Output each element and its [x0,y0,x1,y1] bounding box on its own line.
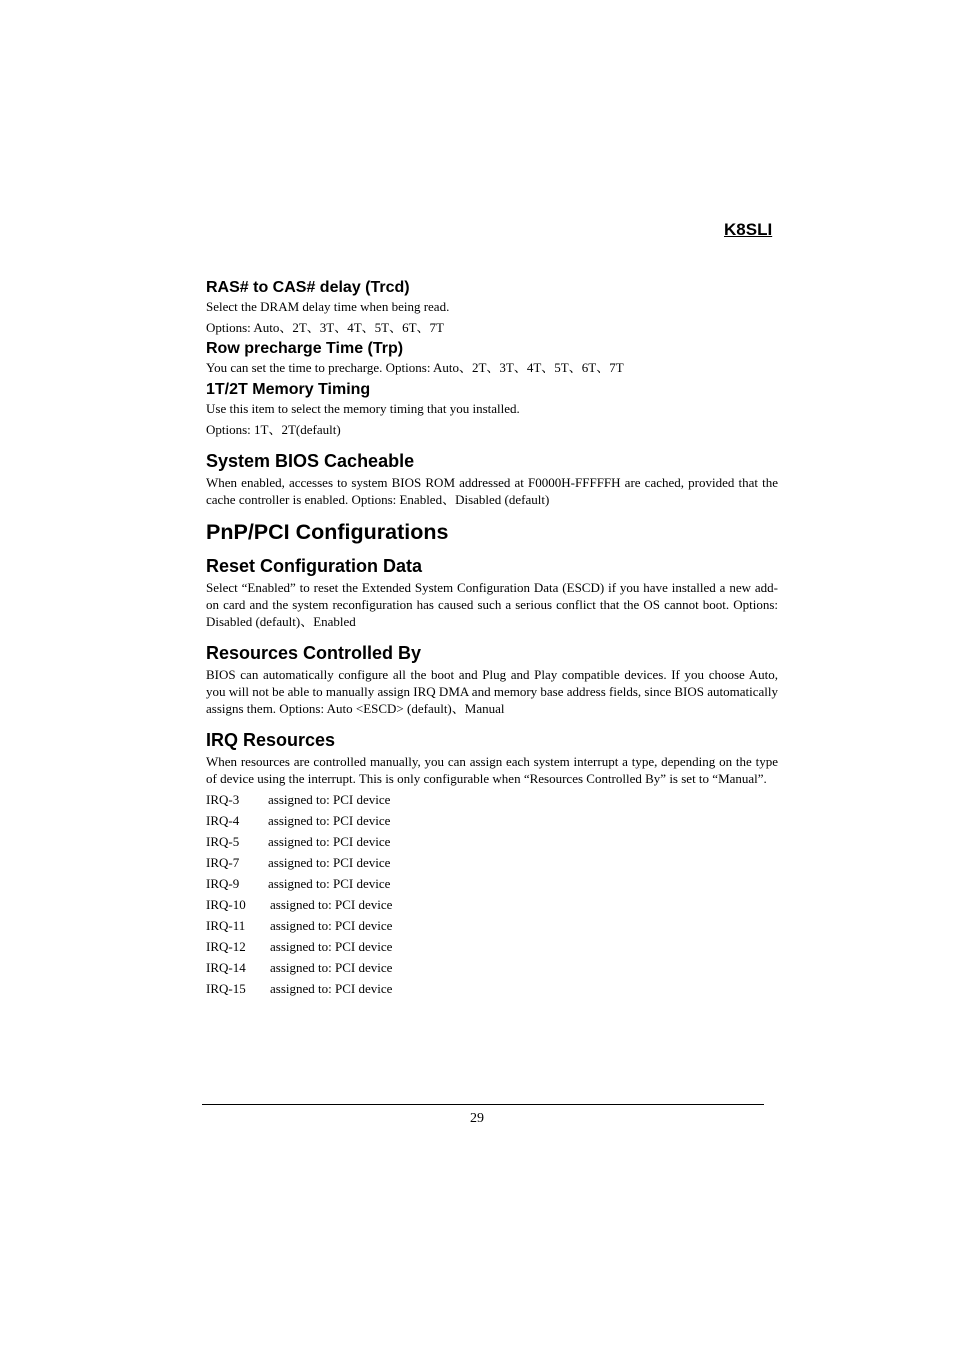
list-item [206,854,778,871]
irq-label: IRQ-3 [206,792,240,807]
irq-label: IRQ-12 [206,939,246,954]
list-item [206,875,778,892]
irq-value: assigned to: PCI device [270,918,393,933]
irq-value: assigned to: PCI device [268,834,391,849]
irq-value: assigned to: PCI device [270,960,393,975]
trcd-options: Options: Auto、2T、3T、4T、5T、6T、7T [206,320,444,335]
reset-heading: Reset Configuration Data [206,556,423,576]
document-body [206,278,778,1001]
irq-label: IRQ-14 [206,960,246,975]
list-item [206,833,778,850]
pnp-heading: PnP/PCI Configurations [206,520,449,544]
irq-description: When resources are controlled manually, you can assign each system interrupt a type, depending on the type of device using the interrupt. This is only configurable when “Resources Controlled By” is set to “Manual”. [206,754,778,786]
trp-heading: Row precharge Time (Trp) [206,340,404,357]
model-name: K8SLI [724,220,773,239]
irq-label: IRQ-7 [206,855,240,870]
irq-value: assigned to: PCI device [270,939,393,954]
timing-options: Options: 1T、2T(default) [206,422,341,437]
irq-label: IRQ-11 [206,918,246,933]
irq-label: IRQ-5 [206,834,240,849]
irq-value: assigned to: PCI device [268,855,391,870]
irq-label: IRQ-15 [206,981,246,996]
list-item [206,959,778,976]
trcd-heading: RAS# to CAS# delay (Trcd) [206,279,410,296]
bios-cache-heading: System BIOS Cacheable [206,451,415,471]
footer-divider [202,1104,764,1105]
irq-list [206,791,778,997]
list-item [206,917,778,934]
resources-description: BIOS can automatically configure all the boot and Plug and Play compatible devices. If you choose Auto, you will not be able to manually assign IRQ DMA and memory base address fields, since BIOS automatically assigns them. Options: Auto <ESCD> (default)、Manual [206,667,778,716]
timing-description: Use this item to select the memory timing that you installed. [206,401,520,416]
list-item [206,812,778,829]
list-item [206,980,778,997]
irq-value: assigned to: PCI device [270,897,393,912]
irq-value: assigned to: PCI device [268,813,391,828]
irq-heading: IRQ Resources [206,730,336,750]
irq-label: IRQ-10 [206,897,246,912]
irq-value: assigned to: PCI device [270,981,393,996]
page-number: 29 [470,1111,484,1126]
irq-value: assigned to: PCI device [268,876,391,891]
irq-value: assigned to: PCI device [268,792,391,807]
bios-cache-description: When enabled, accesses to system BIOS ROM addressed at F0000H-FFFFFH are cached, provided that the cache controller is enabled. Options: Enabled、Disabled (default) [206,475,778,507]
timing-heading: 1T/2T Memory Timing [206,381,371,398]
irq-label: IRQ-9 [206,876,240,891]
trcd-description: Select the DRAM delay time when being read. [206,299,450,314]
resources-heading: Resources Controlled By [206,643,422,663]
list-item [206,896,778,913]
irq-label: IRQ-4 [206,813,240,828]
trp-description: You can set the time to precharge. Options: Auto、2T、3T、4T、5T、6T、7T [206,360,624,375]
reset-description: Select “Enabled” to reset the Extended System Configuration Data (ESCD) if you have installed a new add-on card and the system reconfiguration has caused such a serious conflict that the OS cannot boot. Options: Disabled (default)、Enabled [206,580,778,629]
list-item [206,791,778,808]
list-item [206,938,778,955]
